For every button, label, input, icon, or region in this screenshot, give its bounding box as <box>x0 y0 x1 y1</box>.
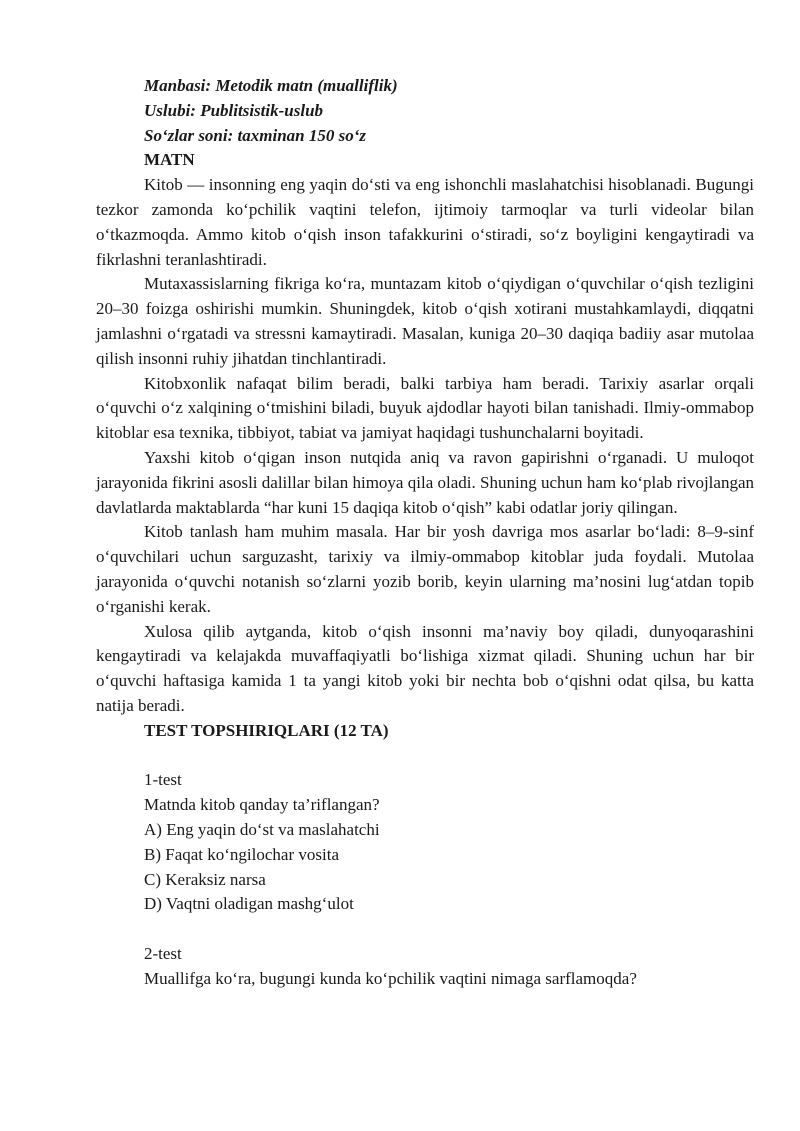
paragraph: Kitob tanlash ham muhim masala. Har bir yosh davriga mos asarlar bo‘ladi: 8–9-sinf o‘quvchilari uchun sarguzasht, tarixiy va ilmiy-ommabop kitoblar juda foydali. Mutolaa jarayonida o‘quvchi notanish so‘zlarni yozib borib, keyin ularning ma’nosini lug‘atdan topib o‘rganishi kerak. <box>96 522 754 616</box>
text-heading: MATN <box>144 150 195 170</box>
tests-heading: TEST TOPSHIRIQLARI (12 TA) <box>144 720 389 740</box>
test-question: Muallifga ko‘ra, bugungi kunda ko‘pchilik vaqtini nimaga sarflamoqda? <box>144 968 637 988</box>
paragraph: Mutaxassislarning fikriga ko‘ra, muntazam kitob o‘qiydigan o‘quvchilar o‘qish tezligini 20–30 foizga oshirishi mumkin. Shuningdek, kitob o‘qish xotirani mustahkamlaydi, diqqatni jamlashni o‘rgatadi va stressni kamaytiradi. Masalan, kuniga 20–30 daqiqa badiiy asar mutolaa qilish insonni ruhiy jihatdan tinchlantiradi. <box>96 274 754 368</box>
paragraph: Xulosa qilib aytganda, kitob o‘qish insonni ma’naviy boy qiladi, dunyoqarashini kengaytiradi va kelajakda muvaffaqiyatli bo‘lishiga xizmat qiladi. Shuning uchun har bir o‘quvchi haftasiga kamida 1 ta yangi kitob yoki bir nechta bob o‘qishni odat qilsa, bu katta natija beradi. <box>96 621 754 715</box>
paragraph: Yaxshi kitob o‘qigan inson nutqida aniq va ravon gapirishni o‘rganadi. U muloqot jarayonida fikrini asosli dalillar bilan himoya qila oladi. Shuning uchun ham ko‘plab rivojlangan davlatlarda maktablarda “har kuni 15 daqiqa kitob o‘qish” kabi odatlar joriy qilingan. <box>96 447 754 517</box>
spacer <box>96 744 754 769</box>
paragraph: Kitobxonlik nafaqat bilim beradi, balki tarbiya ham beradi. Tarixiy asarlar orqali o‘quvchi o‘z xalqining o‘tmishini biladi, buyuk ajdodlar hayoti bilan tanishadi. Ilmiy-ommabop kitoblar esa texnika, tibbiyot, tabiat va jamiyat haqidagi tushunchalarni boyitadi. <box>96 373 754 443</box>
test-option: C) Keraksiz narsa <box>144 869 266 889</box>
paragraph: Kitob — insonning eng yaqin do‘sti va eng ishonchli maslahatchisi hisoblanadi. Bugungi tezkor zamonda ko‘pchilik vaqtini telefon, ijtimoiy tarmoqlar va turli videolar bilan o‘tkazmoqda. Ammo kitob o‘qish inson tafakkurini o‘stiradi, so‘z boyligini kengaytiradi va fikrlashni teranlashtiradi. <box>96 175 754 269</box>
test-option: B) Faqat ko‘ngilochar vosita <box>144 844 339 864</box>
test-question: Matnda kitob qanday ta’riflangan? <box>144 795 380 815</box>
test-number: 1-test <box>144 770 182 790</box>
test-number: 2-test <box>144 943 182 963</box>
test-option: A) Eng yaqin do‘st va maslahatchi <box>144 819 380 839</box>
test-item <box>96 942 754 992</box>
source-line: Manbasi: Metodik matn (mualliflik) <box>144 76 398 95</box>
document-page <box>96 74 754 991</box>
style-line: Uslubi: Publitsistik-uslub <box>144 100 324 120</box>
test-item <box>96 768 754 917</box>
spacer <box>96 917 754 942</box>
word-count-line: So‘zlar soni: taxminan 150 so‘z <box>144 125 366 145</box>
test-option: D) Vaqtni oladigan mashg‘ulot <box>144 894 354 914</box>
